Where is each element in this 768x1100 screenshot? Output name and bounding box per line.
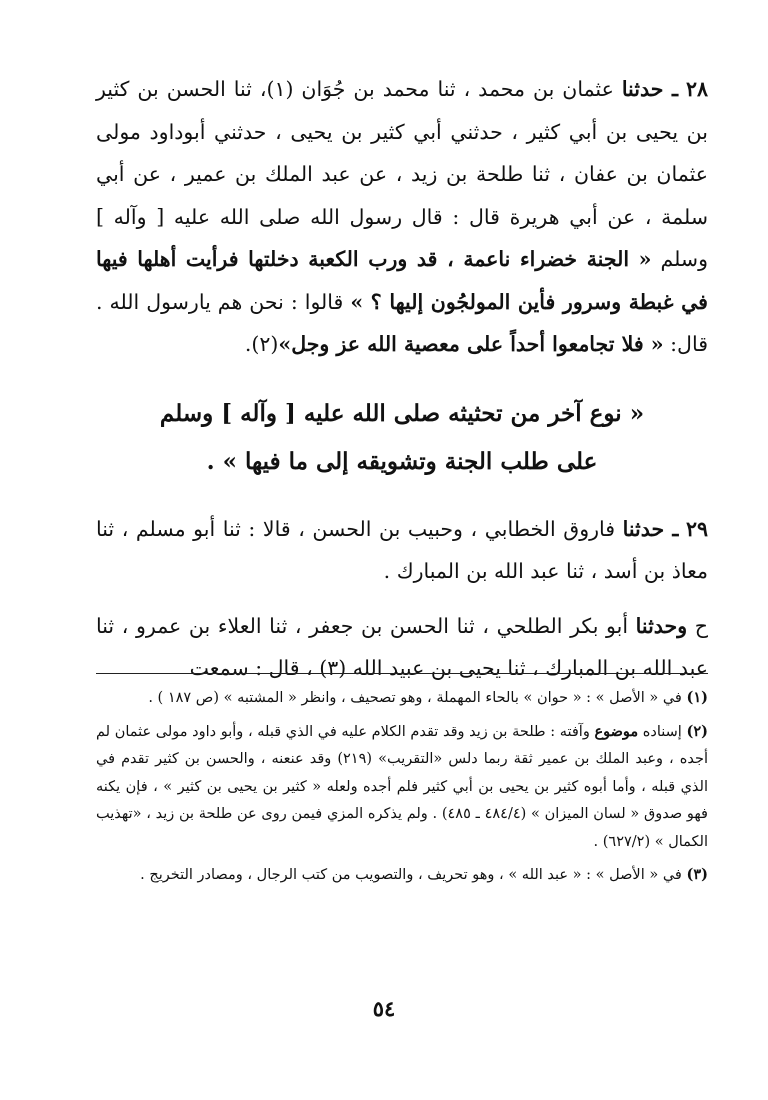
narration-keyword: ـ حدثنا: [621, 77, 678, 101]
footnote-ref: (٢).: [244, 332, 279, 356]
grading-word: موضوع: [594, 722, 639, 740]
hadith-matn: « فلا تجامعوا أحداً على معصية الله عز وجل»: [278, 332, 664, 356]
page-number: ٥٤: [372, 996, 396, 1021]
footnote-2: [96, 718, 708, 857]
isnad-text: فاروق الخطابي ، وحبيب بن الحسن ، قالا : ثنا أبو مسلم ، ثنا معاذ بن أسد ، ثنا عبد الله بن المبارك .: [96, 516, 708, 583]
footnote-text: إسناده: [638, 723, 687, 740]
section-heading: [110, 390, 694, 486]
narration-keyword: وحدثنا: [635, 613, 688, 638]
footnote-text: في « الأصل » : « حوان » بالحاء المهملة ، وهو تصحيف ، وانظر « المشتبه » (ص ١٨٧ ) .: [148, 690, 687, 706]
footnote-divider: [96, 673, 708, 674]
isnad-text: عثمان بن محمد ، ثنا محمد بن جُوَان (١)، ثنا الحسن بن كثير بن يحيى بن أبي كثير ، حدثني أبي كثير بن يحيى ، حدثني أبوداود مولى عثمان بن عفان ، ثنا طلحة بن زيد ، عن عبد الملك بن عمير ، عن أبي سلمة ، عن أبي هريرة قال : قال رسول الله صلى الله عليه [ وآله ] وسلم: [96, 77, 708, 271]
narration-keyword: ـ حدثنا: [622, 516, 679, 541]
hadith-28: [96, 68, 708, 366]
hadith-number: ٢٩: [685, 516, 708, 541]
heading-line-2: على طلب الجنة وتشويقه إلى ما فيها » .: [206, 447, 598, 475]
hadith-29-alt-chain: [96, 605, 708, 690]
footnote-text: في « الأصل » : « عبد الله » ، وهو تحريف ، والتصويب من كتب الرجال ، ومصادر التخريج .: [140, 867, 687, 883]
footnote-number: (٣): [686, 866, 708, 883]
footnote-3: [96, 861, 708, 890]
hadith-text: قالوا : نحن هم يارسول الله . قال:: [96, 289, 708, 356]
heading-line-1: « نوع آخر من تحثيثه صلى الله عليه [ وآله ] وسلم: [159, 399, 645, 427]
footnote-text: وآفته : طلحة بن زيد وقد تقدم الكلام عليه في الذي قبله ، وأبو داود مولى عثمان لم أجده ، وعبد الملك بن عمير ثقة ربما دلس «التقريب» (٢١٩) وقد عنعنه ، والحسن بن كثير تقدم في الذي قبله ، وأما أبوه كثير بن يحيى بن أبي كثير فلم أجده ولعله « كثير بن يحيى بن كثير » ، فإن يكنه فهو صدوق « لسان الميزان » (٤٨٤/٤ ـ ٤٨٥) . ولم يذكره المزي فيمن روى عن طلحة بن زيد ، «تهذيب الكمال » (٦٢٧/٢) .: [96, 723, 708, 850]
isnad-text: أبو بكر الطلحي ، ثنا الحسن بن جعفر ، ثنا العلاء بن عمرو ، ثنا عبد الله بن المبارك ، ثنا يحيى بن عبيد الله (٣) ، قال : سمعت: [96, 613, 708, 680]
footnote-number: (٢): [686, 722, 708, 740]
main-text: [96, 68, 708, 690]
footnotes: [96, 684, 708, 895]
footnote-number: (١): [686, 689, 708, 706]
footnote-1: [96, 684, 708, 713]
hadith-29: [96, 508, 708, 593]
hadith-matn: « الجنة خضراء ناعمة ، قد ورب الكعبة دخلتها فرأيت أهلها فيها في غبطة وسرور فأين المولجُون إليها ؟ »: [96, 247, 708, 314]
chain-switch-mark: ح: [687, 613, 708, 638]
hadith-number: ٢٨: [685, 77, 708, 101]
